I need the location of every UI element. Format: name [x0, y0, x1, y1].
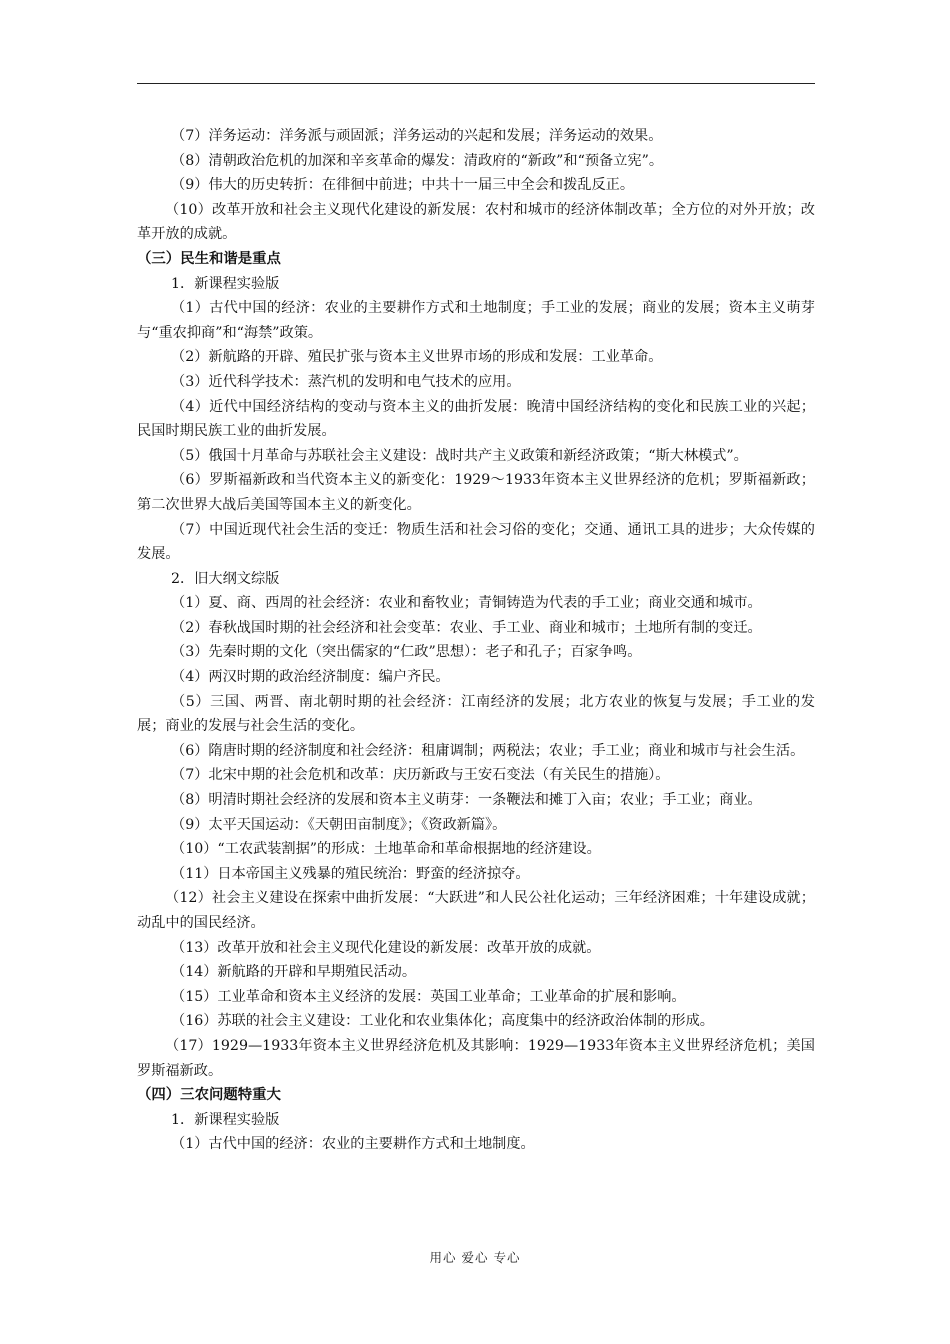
- paragraph: （17）1929—1933年资本主义世界经济危机及其影响：1929—1933年资本主义世界经济危机；美国罗斯福新政。: [137, 1037, 815, 1079]
- paragraph: （8）清朝政治危机的加深和辛亥革命的爆发：清政府的“新政”和“预备立宪”。: [171, 152, 664, 169]
- paragraph: （3）先秦时期的文化（突出儒家的“仁政”思想）：老子和孔子；百家争鸣。: [171, 644, 642, 661]
- paragraph: （9）太平天国运动：《天朝田亩制度》；《资政新篇》。: [171, 816, 507, 833]
- section-heading: （四）三农问题特重大: [137, 1086, 281, 1104]
- paragraph: （7）北宋中期的社会危机和改革：庆历新政与王安石变法（有关民生的措施）。: [171, 767, 670, 784]
- paragraph: （1）古代中国的经济：农业的主要耕作方式和土地制度。: [171, 1136, 535, 1153]
- paragraph: （2）春秋战国时期的社会经济和社会变革：农业、手工业、商业和城市；土地所有制的变迁。: [171, 619, 762, 636]
- section-heading: （三）民生和谐是重点: [137, 249, 281, 267]
- document-body: [137, 124, 815, 1157]
- header-rule: [137, 83, 815, 84]
- paragraph: （15）工业革命和资本主义经济的发展：英国工业革命；工业革命的扩展和影响。: [171, 988, 686, 1005]
- paragraph: （4）近代中国经济结构的变动与资本主义的曲折发展：晚清中国经济结构的变化和民族工业的兴起；民国时期民族工业的曲折发展。: [137, 398, 815, 440]
- paragraph: （5）三国、两晋、南北朝时期的社会经济：江南经济的发展；北方农业的恢复与发展；手工业的发展；商业的发展与社会生活的变化。: [137, 693, 815, 735]
- paragraph: （6）隋唐时期的经济制度和社会经济：租庸调制；两税法；农业；手工业；商业和城市与社会生活。: [171, 742, 805, 759]
- paragraph: （4）两汉时期的政治经济制度：编户齐民。: [171, 669, 450, 686]
- subsection-heading: 2．旧大纲文综版: [171, 570, 280, 587]
- paragraph: （7）洋务运动：洋务派与顽固派；洋务运动的兴起和发展；洋务运动的效果。: [171, 128, 663, 144]
- paragraph: （12）社会主义建设在探索中曲折发展：“大跃进”和人民公社化运动；三年经济困难；十年建设成就；动乱中的国民经济。: [137, 890, 815, 931]
- paragraph: （7）中国近现代社会生活的变迁：物质生活和社会习俗的变化；交通、通讯工具的进步；大众传媒的发展。: [137, 521, 815, 563]
- paragraph: （10）“工农武装割据”的形成：土地革命和革命根据地的经济建设。: [171, 841, 601, 858]
- paragraph: （8）明清时期社会经济的发展和资本主义萌芽：一条鞭法和摊丁入亩；农业；手工业；商业。: [171, 792, 762, 809]
- paragraph: （2）新航路的开辟、殖民扩张与资本主义世界市场的形成和发展：工业革命。: [171, 349, 663, 366]
- paragraph: （11）日本帝国主义残暴的殖民统治：野蛮的经济掠夺。: [171, 865, 530, 882]
- paragraph: （16）苏联的社会主义建设：工业化和农业集体化；高度集中的经济政治体制的形成。: [171, 1013, 714, 1030]
- subsection-heading: 1．新课程实验版: [171, 1111, 280, 1128]
- paragraph: （10）改革开放和社会主义现代化建设的新发展：农村和城市的经济体制改革；全方位的对外开放；改革开放的成就。: [137, 201, 815, 243]
- paragraph: （3）近代科学技术：蒸汽机的发明和电气技术的应用。: [171, 373, 521, 390]
- paragraph: （1）古代中国的经济：农业的主要耕作方式和土地制度；手工业的发展；商业的发展；资本主义萌芽与“重农抑商”和“海禁”政策。: [137, 300, 815, 341]
- page-footer: 用心 爱心 专心: [429, 1250, 521, 1265]
- subsection-heading: 1．新课程实验版: [171, 275, 280, 292]
- paragraph: （6）罗斯福新政和当代资本主义的新变化：1929～1933年资本主义世界经济的危机；罗斯福新政；第二次世界大战后美国等国本主义的新变化。: [137, 472, 815, 513]
- paragraph: （13）改革开放和社会主义现代化建设的新发展：改革开放的成就。: [171, 939, 601, 956]
- paragraph: （5）俄国十月革命与苏联社会主义建设：战时共产主义政策和新经济政策；“斯大林模式”。: [171, 447, 748, 464]
- paragraph: （14）新航路的开辟和早期殖民活动。: [171, 964, 417, 981]
- paragraph: （9）伟大的历史转折：在徘徊中前进；中共十一届三中全会和拨乱反正。: [171, 177, 635, 194]
- paragraph: （1）夏、商、西周的社会经济：农业和畜牧业；青铜铸造为代表的手工业；商业交通和城市。: [171, 595, 762, 612]
